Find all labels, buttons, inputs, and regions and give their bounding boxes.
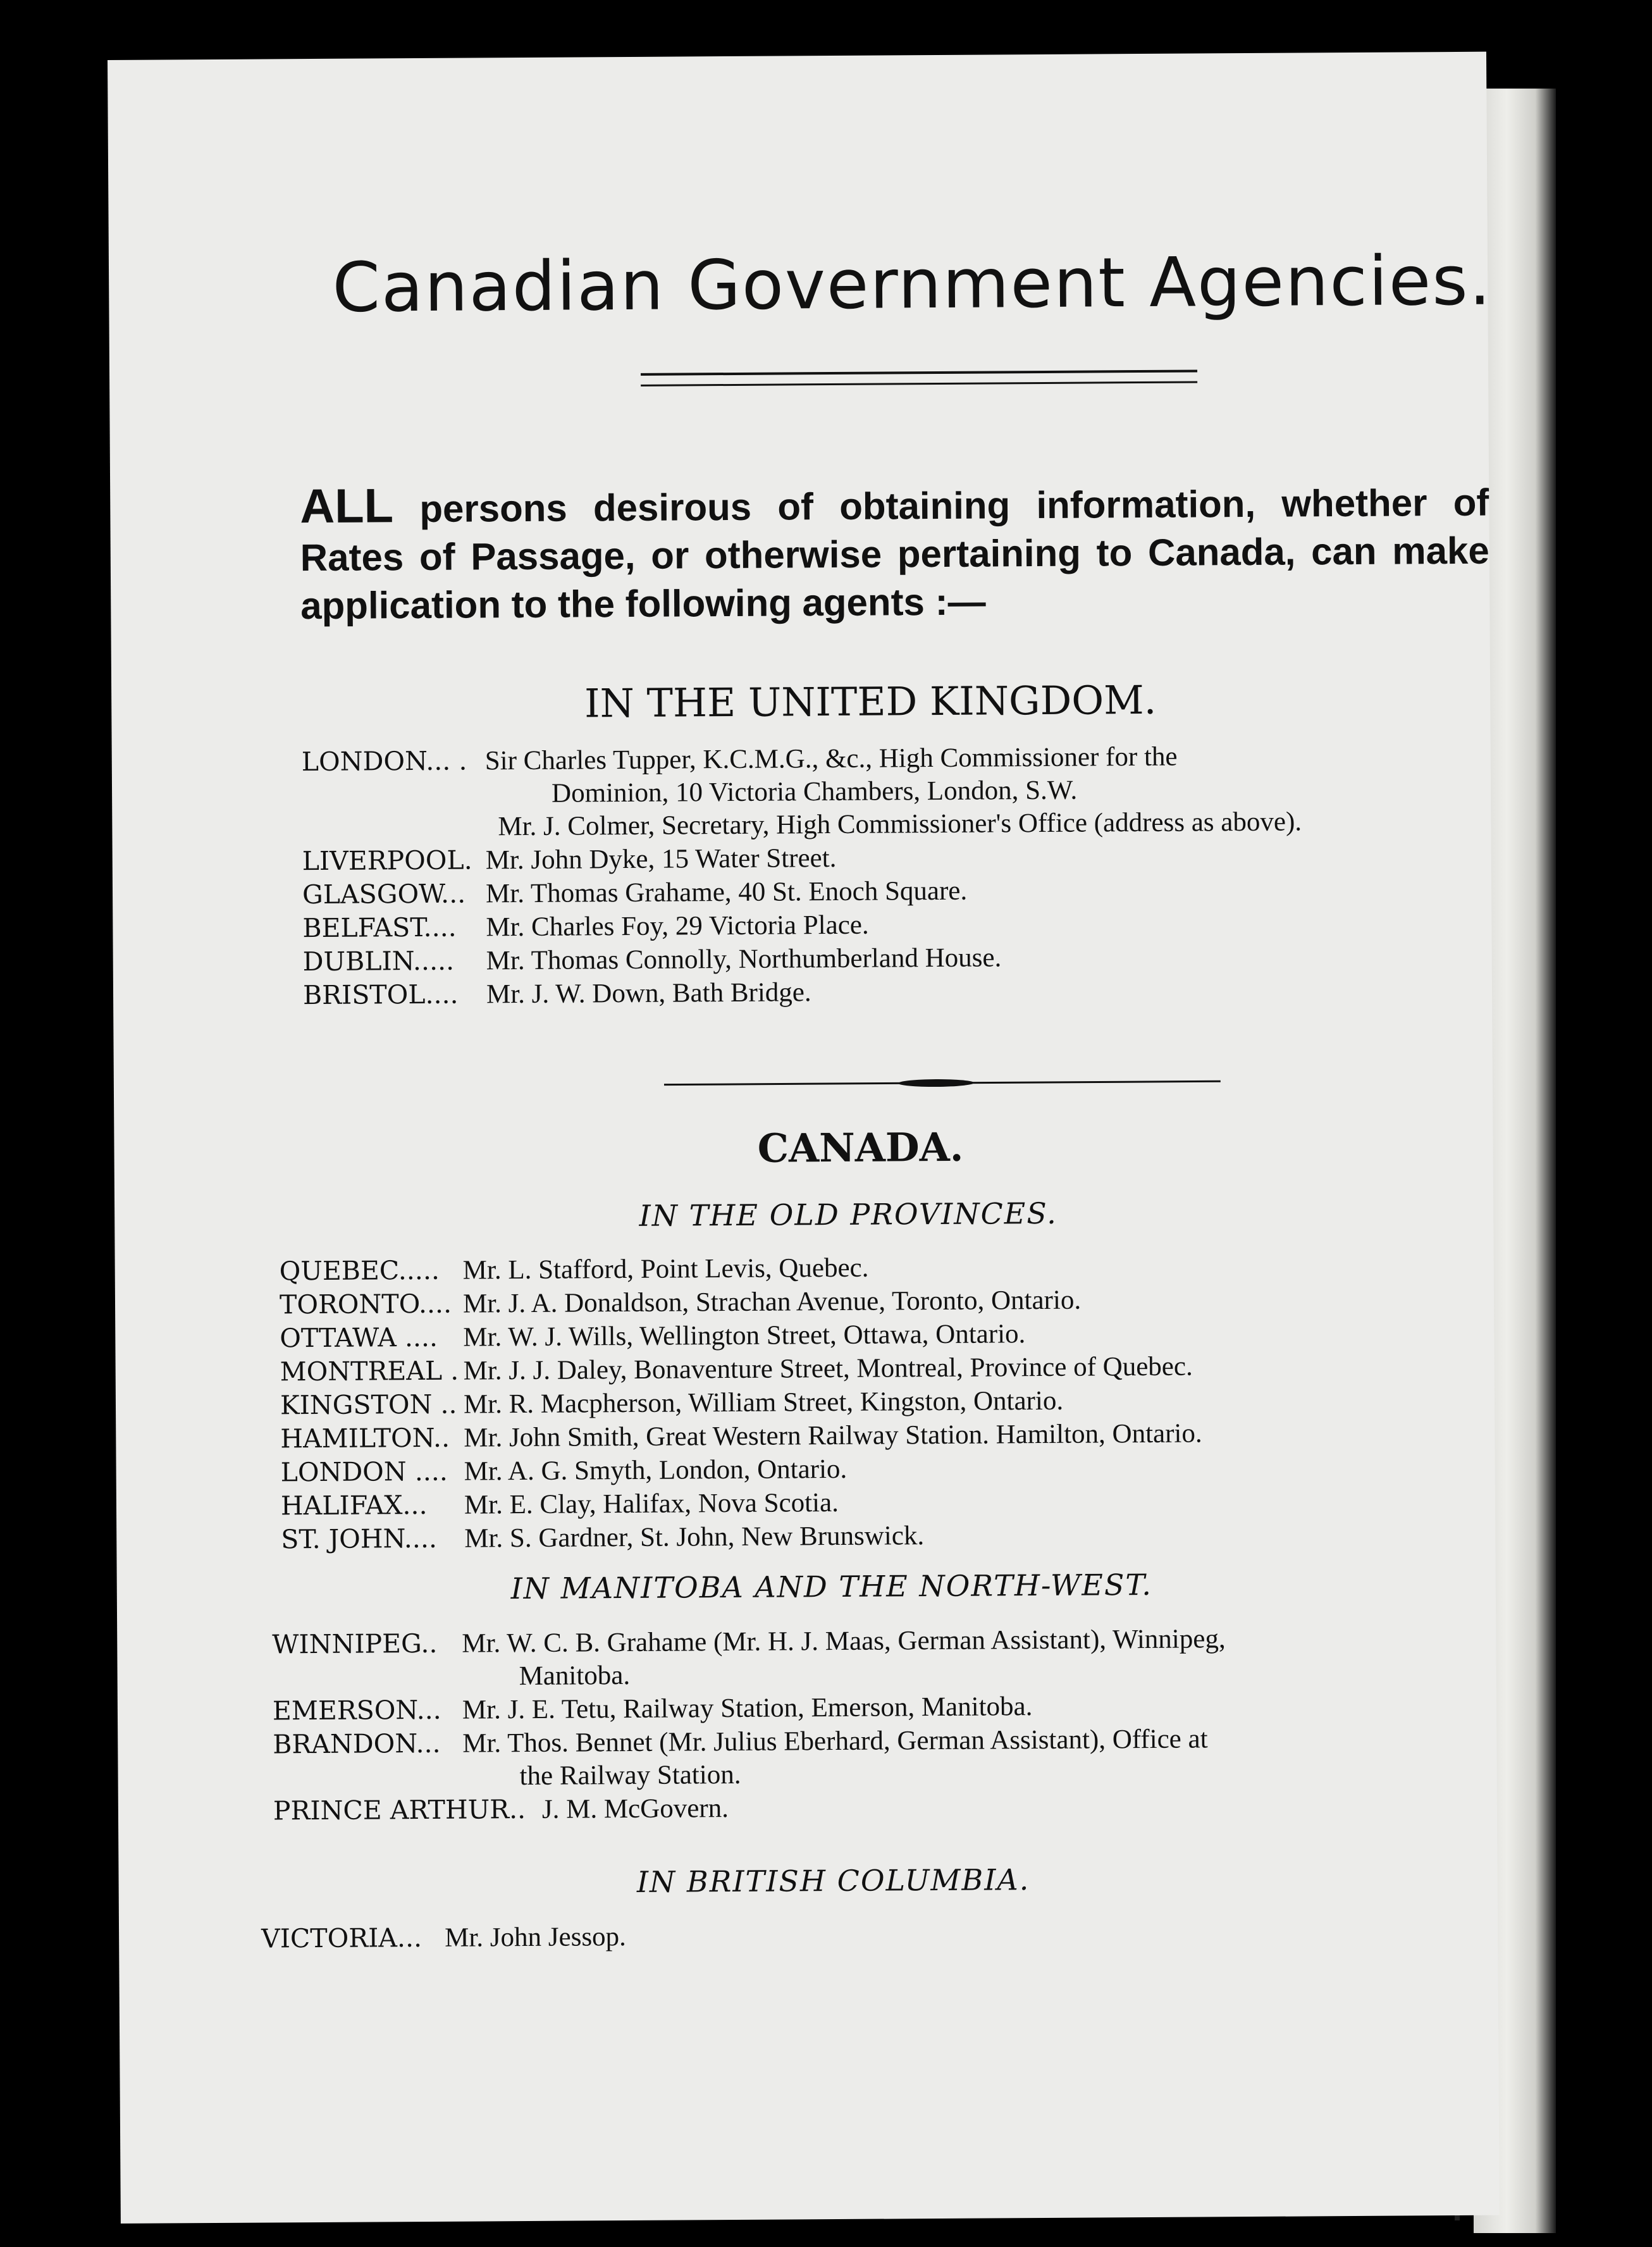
- agent-details: Mr. Thomas Connolly, Northumberland House.: [486, 943, 1002, 976]
- agent-details: J. M. McGovern.: [541, 1793, 729, 1824]
- old-provinces-agent-list: [280, 1249, 1203, 1556]
- agent-details: Mr. J. J. Daley, Bonaventure Street, Montreal, Province of Quebec.: [463, 1351, 1193, 1386]
- british-columbia-agent-list: [261, 1920, 626, 1956]
- agent-details-continued: the Railway Station.: [519, 1759, 741, 1792]
- agent-city: ST. JOHN....: [281, 1523, 438, 1555]
- agent-details: Mr. J. A. Donaldson, Strachan Avenue, Toronto, Ontario.: [462, 1285, 1082, 1319]
- agent-details: Mr. John Jessop.: [444, 1922, 626, 1953]
- list-item: [272, 1622, 1226, 1694]
- agent-city: TORONTO....: [279, 1288, 452, 1320]
- agent-details: Mr. John Dyke, 15 Water Street.: [485, 843, 837, 876]
- list-item: [280, 1416, 1202, 1456]
- agent-city: MONTREAL .: [280, 1355, 459, 1387]
- agent-city: BRANDON...: [273, 1728, 441, 1760]
- agent-details: Mr. W. C. B. Grahame (Mr. H. J. Maas, German Assistant), Winnipeg,: [462, 1624, 1226, 1659]
- agent-details: Mr. L. Stafford, Point Levis, Quebec.: [462, 1253, 869, 1285]
- section-ornament-rule: [664, 1077, 1221, 1089]
- agent-details: Mr. J. W. Down, Bath Bridge.: [486, 977, 811, 1010]
- list-item: [273, 1688, 1226, 1728]
- list-item: [302, 739, 1302, 812]
- agent-city: LONDON ....: [280, 1456, 448, 1488]
- intro-paragraph: [300, 476, 1489, 630]
- uk-agent-list: [302, 739, 1303, 1012]
- intro-lead: ALL: [300, 479, 394, 534]
- agent-city: BRISTOL....: [302, 979, 459, 1011]
- agent-city: QUEBEC.....: [279, 1254, 440, 1287]
- list-item: [281, 1483, 1203, 1523]
- agent-city: GLASGOW...: [302, 878, 466, 910]
- list-item: [281, 1517, 1203, 1556]
- agent-details-continued: Manitoba.: [519, 1661, 631, 1692]
- list-item: [261, 1920, 626, 1956]
- manitoba-heading: IN MANITOBA AND THE NORTH-WEST.: [510, 1567, 1153, 1606]
- agent-details: Mr. A. G. Smyth, London, Ontario.: [464, 1454, 848, 1487]
- list-item: [280, 1450, 1202, 1489]
- agent-details: Mr. S. Gardner, St. John, New Brunswick.: [464, 1521, 925, 1554]
- list-item: [302, 838, 1302, 878]
- agent-details: Mr. Thomas Grahame, 40 St. Enoch Square.: [485, 876, 968, 909]
- agent-city: DUBLIN.....: [302, 945, 455, 977]
- list-item: [280, 1249, 1202, 1288]
- agent-city: PRINCE ARTHUR..: [273, 1794, 526, 1826]
- list-item: [273, 1722, 1226, 1794]
- agent-city: HAMILTON..: [280, 1422, 450, 1454]
- british-columbia-heading: IN BRITISH COLUMBIA.: [636, 1862, 1030, 1899]
- list-item: [302, 905, 1302, 945]
- agent-details: Mr. J. E. Tetu, Railway Station, Emerson, Manitoba.: [462, 1692, 1033, 1725]
- intro-text: persons desirous of obtaining information, whether of Rates of Passage, or otherwise pertaining to Canada, can make application to the following agents :—: [300, 481, 1489, 628]
- agent-details-continued: Dominion, 10 Victoria Chambers, London, S.W.: [551, 775, 1078, 808]
- list-item: [303, 939, 1303, 979]
- agent-city: VICTORIA...: [261, 1922, 422, 1954]
- old-provinces-heading: IN THE OLD PROVINCES.: [639, 1196, 1057, 1233]
- agent-city: OTTAWA ....: [280, 1322, 438, 1354]
- page-title: Canadian Government Agencies.: [332, 241, 1493, 328]
- agent-details: Sir Charles Tupper, K.C.M.G., &c., High Commissioner for the: [484, 741, 1178, 776]
- agent-city: KINGSTON ..: [280, 1389, 457, 1421]
- list-item: [280, 1316, 1202, 1355]
- list-item: [302, 805, 1302, 845]
- canada-heading: CANADA.: [757, 1124, 964, 1172]
- manitoba-agent-list: [272, 1622, 1226, 1828]
- agent-details: Mr. Thos. Bennet (Mr. Julius Eberhard, German Assistant), Office at: [462, 1724, 1208, 1759]
- agent-details: Mr. W. J. Wills, Wellington Street, Ottawa, Ontario.: [463, 1319, 1026, 1353]
- agent-details: Mr. J. Colmer, Secretary, High Commissioner's Office (address as above).: [498, 807, 1302, 842]
- agent-city: LIVERPOOL.: [302, 845, 472, 877]
- list-item: [303, 972, 1303, 1012]
- agent-details: Mr. Charles Foy, 29 Victoria Place.: [486, 910, 869, 943]
- title-rule-lower: [641, 381, 1197, 386]
- uk-heading: IN THE UNITED KINGDOM.: [584, 676, 1157, 727]
- list-item: [273, 1788, 1227, 1828]
- list-item: [280, 1383, 1202, 1422]
- agent-city: HALIFAX...: [280, 1489, 428, 1521]
- list-item: [280, 1282, 1202, 1322]
- agent-city: EMERSON...: [272, 1694, 441, 1726]
- agent-city: WINNIPEG..: [272, 1628, 438, 1660]
- agent-city: LONDON... .: [301, 745, 467, 777]
- agent-city: BELFAST....: [302, 912, 457, 944]
- list-item: [302, 872, 1302, 912]
- list-item: [280, 1349, 1202, 1389]
- title-rule-upper: [641, 369, 1197, 375]
- agent-details: Mr. R. Macpherson, William Street, Kingston, Ontario.: [463, 1385, 1064, 1420]
- document-page: [108, 52, 1500, 2224]
- agent-details: Mr. John Smith, Great Western Railway Station. Hamilton, Ontario.: [464, 1418, 1202, 1453]
- agent-details: Mr. E. Clay, Halifax, Nova Scotia.: [464, 1487, 839, 1520]
